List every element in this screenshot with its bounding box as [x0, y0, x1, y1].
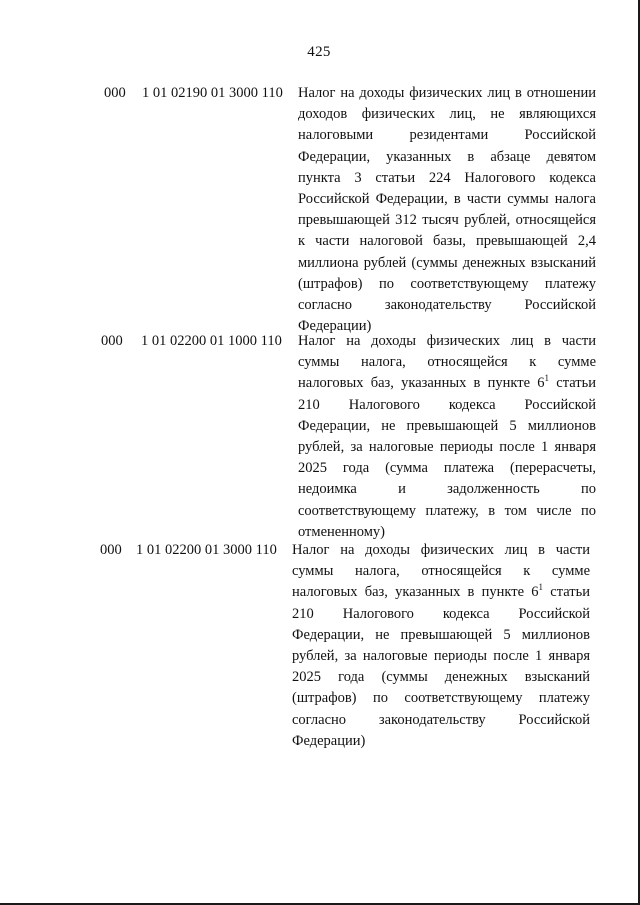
- description-line: недоимка и задолженность по: [298, 481, 596, 498]
- description-line: к части налоговой базы, превышающей 2,4: [298, 233, 596, 250]
- description-line: (штрафов) по соответствующему платежу: [292, 690, 590, 707]
- description-line: Налог на доходы физических лиц в отношении: [298, 85, 596, 101]
- description-line: 2025 года (сумма платежа (перерасчеты,: [298, 460, 596, 477]
- description-line: рублей, за налоговые периоды после 1 января: [292, 648, 590, 665]
- superscript-line-end: статьи: [549, 375, 596, 392]
- description-line-with-superscript: [298, 373, 596, 394]
- description-line: Федерации, не превышающей 5 миллионов: [298, 417, 596, 434]
- description-line: 2025 года (суммы денежных взысканий: [292, 669, 590, 686]
- budget-classification-code: 1 01 02190 01 3000 110: [142, 85, 283, 101]
- description-line: суммы налога, относящейся к сумме: [292, 563, 590, 580]
- description-line: доходов физических лиц, не являющихся: [298, 106, 596, 123]
- income-description: [298, 331, 596, 543]
- budget-classification-code: 1 01 02200 01 1000 110: [141, 333, 282, 349]
- income-description: [298, 83, 596, 337]
- description-line: суммы налога, относящейся к сумме: [298, 354, 596, 371]
- description-line: 210 Налогового кодекса Российской: [292, 605, 590, 622]
- description-line: согласно законодательству Российской: [298, 297, 596, 314]
- income-description: [292, 540, 590, 752]
- page-number: 425: [307, 44, 331, 60]
- description-line: Федерации): [292, 732, 366, 749]
- description-line: Налог на доходы физических лиц в части: [298, 333, 596, 349]
- description-line: (штрафов) по соответствующему платежу: [298, 275, 596, 292]
- superscript-line-start: налоговых баз, указанных в пункте 6: [298, 375, 545, 392]
- description-line: отмененному): [298, 523, 385, 540]
- description-line: миллиона рублей (суммы денежных взысканий: [298, 254, 596, 271]
- superscript-line-start: налоговых баз, указанных в пункте 6: [292, 584, 539, 601]
- description-line: рублей, за налоговые периоды после 1 января: [298, 439, 596, 456]
- description-line: налоговыми резидентами Российской: [298, 127, 596, 144]
- admin-code: 000: [101, 333, 123, 349]
- admin-code: 000: [100, 542, 122, 558]
- budget-classification-code: 1 01 02200 01 3000 110: [136, 542, 277, 558]
- description-line: 210 Налогового кодекса Российской: [298, 396, 596, 413]
- description-line: Федерации, указанных в абзаце девятом: [298, 148, 596, 165]
- superscript: 1: [544, 373, 550, 384]
- description-line: Федерации, не превышающей 5 миллионов: [292, 626, 590, 643]
- description-line-with-superscript: [292, 582, 590, 603]
- description-line: превышающей 312 тысяч рублей, относящейся: [298, 212, 596, 229]
- superscript: 1: [538, 582, 544, 593]
- description-line: согласно законодательству Российской: [292, 711, 590, 728]
- description-line: соответствующему платежу, в том числе по: [298, 502, 596, 519]
- description-line: Федерации): [298, 318, 372, 335]
- description-line: пункта 3 статьи 224 Налогового кодекса: [298, 169, 596, 186]
- description-line: Налог на доходы физических лиц в части: [292, 542, 590, 558]
- description-line: Российской Федерации, в части суммы налога: [298, 191, 596, 208]
- superscript-line-end: статьи: [543, 584, 590, 601]
- admin-code: 000: [104, 85, 126, 101]
